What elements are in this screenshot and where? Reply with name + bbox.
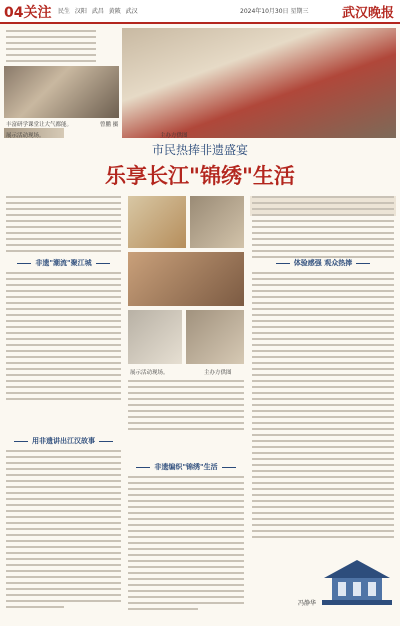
credit-bottom: 主办方供图	[160, 133, 188, 139]
mid-caption: 展示活动现场。	[130, 370, 169, 376]
photo-craft-1	[128, 196, 186, 248]
byline: 冯静华	[298, 600, 317, 607]
col3-top-text	[252, 196, 394, 262]
caption-bottom: 展示活动现场。	[6, 133, 45, 139]
subhead-3: 用非遗讲出江汉故事	[6, 436, 121, 446]
col1-mid-text	[6, 272, 121, 404]
photo-study-class	[4, 66, 119, 118]
col1-bottom-text	[6, 450, 121, 612]
credit-left: 曾鹏 摄	[100, 122, 119, 128]
mid-credit: 主办方供图	[204, 370, 232, 376]
masthead	[0, 0, 400, 24]
photo-craft-2	[190, 196, 244, 248]
kicker: 市民热捧非遗盛宴	[151, 143, 248, 157]
headline: 乐享长江"锦绣"生活	[105, 163, 295, 188]
col2-text	[128, 380, 244, 434]
subhead-1: 非遗"潮流"聚江城	[6, 258, 121, 268]
subhead-4: 非遗编织"锦绣"生活	[128, 462, 244, 472]
photo-craft-5	[186, 310, 244, 364]
photo-craft-4	[128, 310, 182, 364]
photo-craft-3	[128, 252, 244, 306]
photo-exhibition-hall	[122, 28, 396, 138]
col1-top-text	[6, 196, 121, 256]
page-number: 04关注	[4, 5, 52, 21]
section-list: 民生 汉阳 武昌 黄陂 武汉	[58, 8, 138, 15]
caption-left: 丰富研学课堂让大气都能。	[6, 122, 73, 128]
newspaper-logo: 武汉晚报	[341, 6, 394, 21]
issue-date: 2024年10月30日 星期三	[240, 8, 309, 15]
col2-bottom-text	[128, 476, 244, 614]
decorative-pavilion-graphic	[318, 538, 396, 610]
col3-mid-text	[252, 272, 394, 542]
subhead-2: 体验感强 观众热捧	[252, 258, 394, 268]
